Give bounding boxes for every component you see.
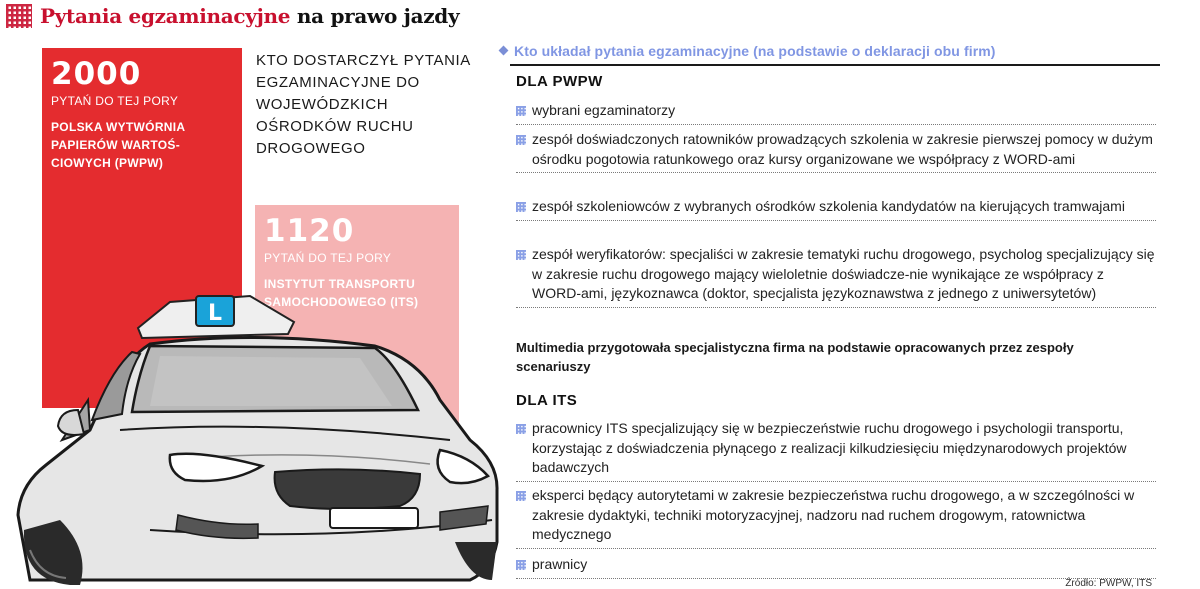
grid-bullet-icon (516, 560, 526, 570)
pwpw-item-4: zespół weryfikatorów: specjaliści w zakresie tematyki ruchu drogowego, psycholog specjalizujący się w zakresie ruchu drogowego mający wieloletnie doświadcze-nie wynikające ze współpracy z WORD-ami, językoznawca (doktor, specjalista językoznawstwa z jednego z uniwersytetów) (516, 245, 1156, 304)
stat-institution-its: INSTYTUT TRANSPORTU SAMOCHODOWEGO (ITS) (264, 277, 419, 309)
right-heading (498, 38, 1158, 63)
section-label-pwpw: DLA PWPW (516, 73, 603, 90)
its-item-3: prawnicy (516, 555, 1156, 575)
its-item-2: eksperci będący autorytetami w zakresie bezpieczeństwa ruchu drogowego, a w szczególności w zakresie dydaktyki, techniki motoryzacyjnej, nadzoru nad ruchem drogowym, ratownictwa medycznego (516, 486, 1156, 545)
infographic-title (6, 2, 459, 30)
grid-bullet-icon (516, 424, 526, 434)
its-item-1: pracownicy ITS specjalizujący się w bezpieczeństwie ruchu drogowego i psychologii transportu, korzystając z doświadczenia płynącego z realizacji kilkudziesięciu międzynarodowych projektów badawczych (516, 419, 1156, 478)
pwpw-item-1: wybrani egzaminatorzy (516, 101, 1156, 121)
grid-bullet-icon (516, 202, 526, 212)
pwpw-item-3: zespół szkoleniowców z wybranych ośrodków szkolenia kandydatów na kierujących tramwajami (516, 197, 1156, 217)
section-label-its: DLA ITS (516, 392, 578, 409)
stat-number-pwpw: 2000 (51, 56, 142, 92)
diamond-bullet-icon (499, 46, 509, 56)
title-grid-icon (6, 4, 32, 28)
multimedia-note: Multimedia przygotowała specjalistyczna firma na podstawie opracowanych przez zespoły scenariuszy (516, 340, 1074, 374)
grid-bullet-icon (516, 250, 526, 260)
title-black-part: na prawo jazdy (296, 4, 460, 28)
grid-bullet-icon (516, 106, 526, 116)
roof-sign-icon (138, 296, 294, 338)
stat-caption-its: PYTAŃ DO TEJ PORY (264, 251, 392, 265)
stat-caption-pwpw: PYTAŃ DO TEJ PORY (51, 94, 179, 108)
stat-number-its: 1120 (264, 213, 355, 249)
stat-institution-pwpw: POLSKA WYTWÓRNIA PAPIERÓW WARTOŚ-CIOWYCH (PWPW) (51, 120, 185, 170)
source-note: Źródło: PWPW, ITS (1065, 578, 1152, 589)
heading-divider (510, 64, 1160, 66)
pwpw-item-2: zespół doświadczonych ratowników prowadzących szkolenia w zakresie pierwszej pomocy w dużym ośrodku pogotowia ratunkowego oraz kursy organizowane we współpracy z WORD-ami (516, 130, 1156, 169)
title-red-part: Pytania egzaminacyjne (40, 4, 291, 28)
right-heading-text: Kto układał pytania egzaminacyjne (na podstawie o deklaracji obu firm) (514, 42, 996, 59)
grid-bullet-icon (516, 135, 526, 145)
sign-letter: L (207, 301, 223, 326)
grid-bullet-icon (516, 491, 526, 501)
question-heading: KTO DOSTARCZYŁ PYTANIA EGZAMINACYJNE DO WOJEWÓDZKICH OŚRODKÓW RUCHU DROGOWEGO (256, 52, 471, 157)
title-text (40, 4, 459, 28)
car-illustration (0, 280, 505, 589)
